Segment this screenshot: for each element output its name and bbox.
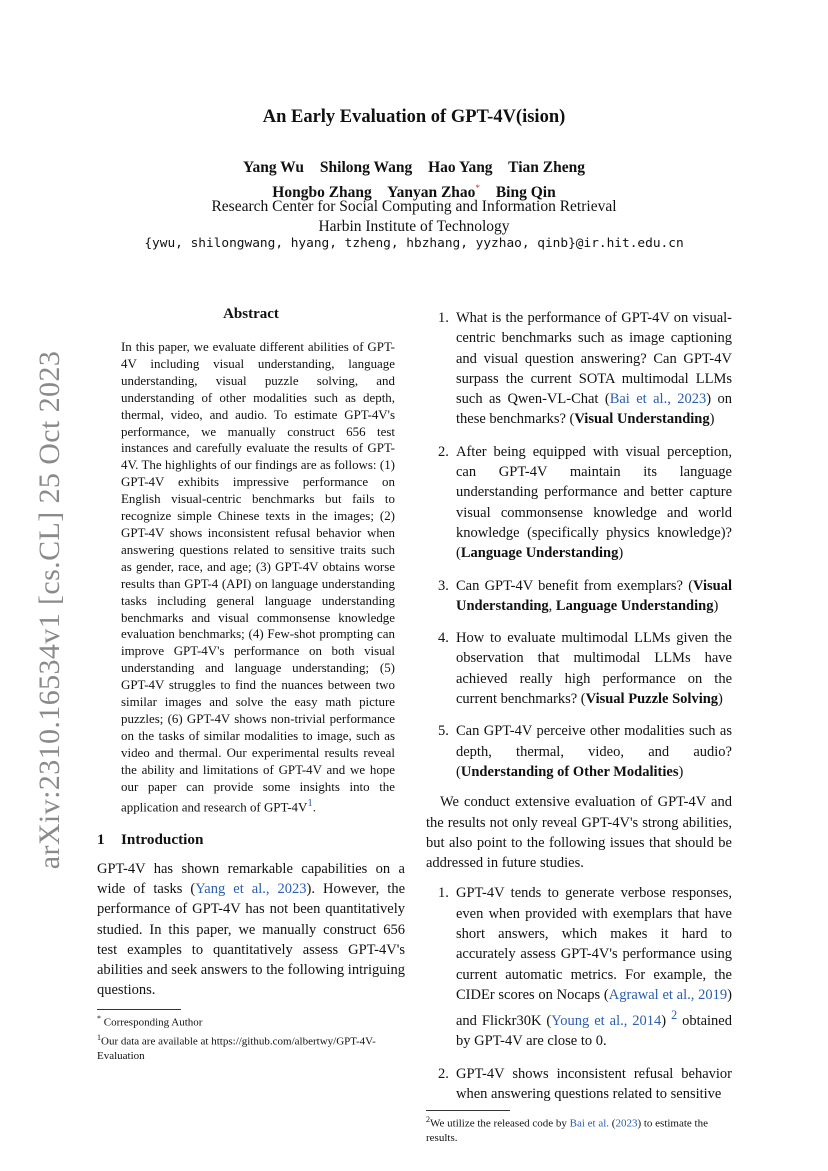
list-item: 5. Can GPT-4V perceive other modalities such as depth, thermal, video, and audio? (Understanding of Other Modalities): [438, 723, 732, 780]
footnote-rule: [97, 1009, 181, 1010]
list-item: 1. GPT-4V tends to generate verbose responses, even when provided with exemplars that have short answers, which makes it hard to accurately assess GPT-4V's performance using current automatic metrics. For example, the CIDEr scores on Nocaps (Agrawal et al., 2019) and Flickr30K (Young et al., 2014) $^2$ obtained by GPT-4V are close to 0.: [438, 885, 732, 1050]
citation-link[interactable]: Yang et al., 2023: [195, 880, 307, 897]
issues-list: [426, 883, 732, 1104]
author-emails: {ywu, shilongwang, hyang, tzheng, hbzhang, yyzhao, qinb}@ir.hit.edu.cn: [144, 236, 684, 251]
citation-link[interactable]: Bai et al., 2023: [609, 391, 707, 408]
list-item: 2. After being equipped with visual perception, can GPT-4V maintain its language understanding performance and better capture visual commonsense knowledge and world knowledge (specifically physics knowledge)? (Language Understanding): [438, 443, 732, 562]
footnote-code: $^2$We utilize the released code by Bai et al. (2023) to estimate the results.: [426, 1115, 708, 1144]
author: Bing Qin: [495, 184, 556, 202]
abstract-body: In this paper, we evaluate different abilities of GPT-4V including visual understanding, language understanding, visual puzzle solving, and understanding of other modalities such as depth, thermal, video, and audio. To estimate GPT-4V's performance, we manually construct 656 test instances and carefully evaluate the results of GPT-4V. The highlights of our findings are as follows: (1) GPT-4V exhibits impressive performance on English visual-centric benchmarks but fails to recognize simple Chinese texts in the images; (2) GPT-4V shows inconsistent refusal behavior when answering questions related to sensitive traits such as gender, race, and age; (3) GPT-4V obtains worse results than GPT-4 (API) on language understanding tasks including general language understanding benchmarks and visual commonsense knowledge evaluation benchmarks; (4) Few-shot prompting can improve GPT-4V's performance on both visual understanding and language understanding; (5) GPT-4V struggles to find the nuances between two similar images and solve the easy math picture puzzles; (6) GPT-4V shows non-trivial performance on the tasks of similar modalities to image, such as video and thermal. Our experimental results reveal the ability and limitations of GPT-4V and we hope our paper can provide some insights into the application and research of GPT-4V$^1$.: [121, 339, 395, 815]
author: Tian Zheng: [508, 159, 585, 176]
corresponding-mark: *: [475, 183, 480, 193]
author: Yang Wu: [242, 159, 305, 176]
arxiv-stamp: arXiv:2310.16534v1 [cs.CL] 25 Oct 2023: [33, 350, 66, 870]
citation-link[interactable]: Young et al., 2014: [551, 1013, 662, 1030]
abstract-text: In this paper, we evaluate different abilities of GPT-4V including visual understanding, language understanding, visual puzzle solving, and understanding of other modalities such as depth, thermal, video, and audio. To estimate GPT-4V's performance, we manually construct 656 test instances and carefully evaluate the results of GPT-4V. The highlights of our findings are as follows: (1) GPT-4V exhibits impressive performance on English visual-centric benchmarks but fails to recognize simple Chinese texts in the images; (2) GPT-4V shows inconsistent refusal behavior when answering questions related to sensitive traits such as gender, race, and age; (3) GPT-4V obtains worse results than GPT-4 (API) on language understanding tasks including general language understanding benchmarks and visual commonsense knowledge evaluation benchmarks; (4) Few-shot prompting can improve GPT-4V's performance on both visual understanding and language understanding; (5) GPT-4V struggles to find the nuances between two similar images and solve the easy math picture puzzles; (6) GPT-4V shows non-trivial performance on the tasks of similar modalities to image, such as video and thermal. Our experimental results reveal the ability and limitations of GPT-4V and we hope our paper can provide some insights into the application and research of GPT-4V: [121, 339, 395, 815]
footnote-ref[interactable]: 2: [671, 1008, 678, 1023]
affiliation-line-1: Research Center for Social Computing and Information Retrieval: [211, 198, 617, 215]
right-column: [426, 300, 732, 1145]
abstract-heading: Abstract: [223, 306, 279, 322]
section-heading: 1 Introduction: [97, 830, 204, 848]
footnote-rule: [426, 1110, 510, 1111]
affiliation-line-2: Harbin Institute of Technology: [318, 218, 510, 235]
affiliation: [0, 197, 828, 237]
footnote-corresponding: * Corresponding Author: [97, 1013, 203, 1029]
footnote-data: $^1$Our data are available at https://github.com/albertwy/GPT-4V-Evaluation: [97, 1033, 376, 1063]
intro-paragraph: GPT-4V has shown remarkable capabilities on a wide of tasks (Yang et al., 2023). However, the performance of GPT-4V has not been quantitatively studied. In this paper, we manually construct 656 test examples to quantitatively assess GPT-4V's abilities and seek answers to the following intriguing questions.: [97, 860, 406, 999]
citation-link[interactable]: 2023: [615, 1117, 638, 1130]
list-item: 1. What is the performance of GPT-4V on visual-centric benchmarks such as image captioning and visual question answering? Can GPT-4V surpass the current SOTA multimodal LLMs such as Qwen-VL-Chat (Bai et al., 2023) on these benchmarks? (Visual Understanding): [438, 310, 732, 428]
list-item: 4. How to evaluate multimodal LLMs given the observation that multimodal LLMs have achieved really high performance on the current benchmarks? (Visual Puzzle Solving): [438, 630, 732, 708]
left-column: [97, 300, 405, 1063]
author: Hongbo Zhang: [272, 184, 372, 202]
citation-link[interactable]: Agrawal et al., 2019: [608, 986, 728, 1003]
list-item: 2. GPT-4V shows inconsistent refusal behavior when answering questions related to sensitive: [438, 1065, 732, 1102]
paper-title: An Early Evaluation of GPT-4V(ision): [262, 107, 566, 127]
research-questions: [426, 308, 732, 782]
author: Shilong Wang: [319, 159, 413, 176]
author-line-1: [0, 158, 828, 178]
issues-intro-paragraph: We conduct extensive evaluation of GPT-4V and the results not only reveal GPT-4V's strong abilities, but also point to the following issues that should be addressed in future studies.: [426, 794, 732, 872]
author: Hao Yang: [428, 159, 493, 176]
author: Yanyan Zhao: [387, 184, 476, 202]
list-item: 3. Can GPT-4V benefit from exemplars? (Visual Understanding, Language Understanding): [438, 577, 732, 614]
footnote-ref[interactable]: 1: [307, 797, 313, 810]
citation-link[interactable]: Bai et al.: [569, 1117, 610, 1130]
